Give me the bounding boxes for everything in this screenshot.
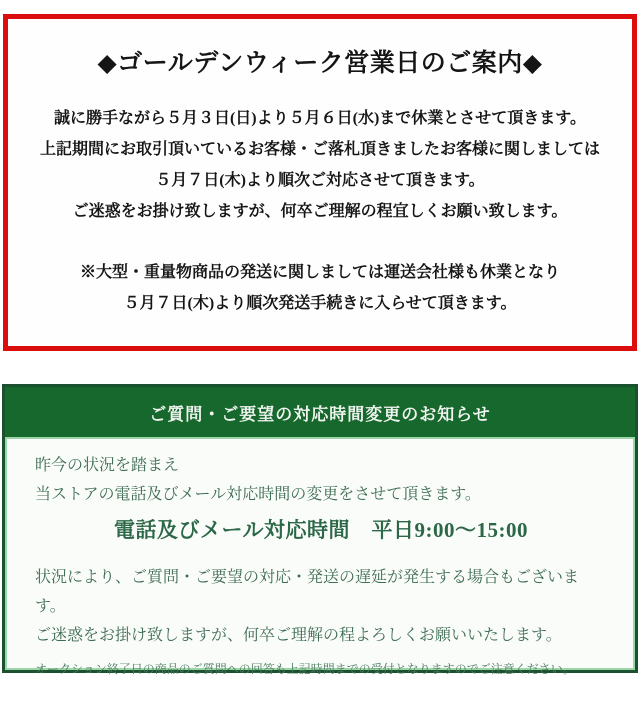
golden-week-notice-paragraph [8,103,632,227]
notice-line: 状況により、ご質問・ご要望の対応・発送の遅延が発生する場合もございます。 [35,569,580,615]
notice-line: 当ストアの電話及びメール対応時間の変更をさせて頂きます。 [35,486,481,503]
golden-week-notice-box [3,14,637,351]
notice-line: ご迷惑をお掛け致しますが、何卒ご理解の程宜しくお願い致します。 [72,203,568,220]
notice-line: ５月７日(木)より順次発送手続きに入らせて頂きます。 [123,295,517,312]
notice-line: 上記期間にお取引頂いているお客様・ご落札頂きましたお客様に関しましては [39,141,600,158]
support-hours-notice-header: ご質問・ご要望の対応時間変更のお知らせ [5,387,635,437]
support-hours-caution [35,563,607,650]
support-hours-notice-body [5,437,635,676]
notice-line: ５月７日(木)より順次ご対応させて頂きます。 [155,172,485,189]
golden-week-shipping-note [8,257,632,319]
support-hours-notice-box [2,384,638,676]
golden-week-notice-title: ◆ゴールデンウィーク営業日のご案内◆ [97,50,543,77]
auction-deadline-note: オークション終了日の商品のご質問への回答も上記時間までの受付となりますのでご注意ください。 [35,662,575,676]
support-hours-intro [35,451,607,509]
notice-line: ご迷惑をお掛け致しますが、何卒ご理解の程よろしくお願いいたします。 [35,627,562,644]
notice-line: 昨今の状況を踏まえ [35,457,180,474]
notice-line: 誠に勝手ながら５月３日(日)より５月６日(水)まで休業とさせて頂きます。 [53,110,587,127]
support-hours-value: 電話及びメール対応時間 平日9:00～15:00 [113,518,529,542]
notice-line: ※大型・重量物商品の発送に関しましては運送会社様も休業となり [79,264,560,281]
